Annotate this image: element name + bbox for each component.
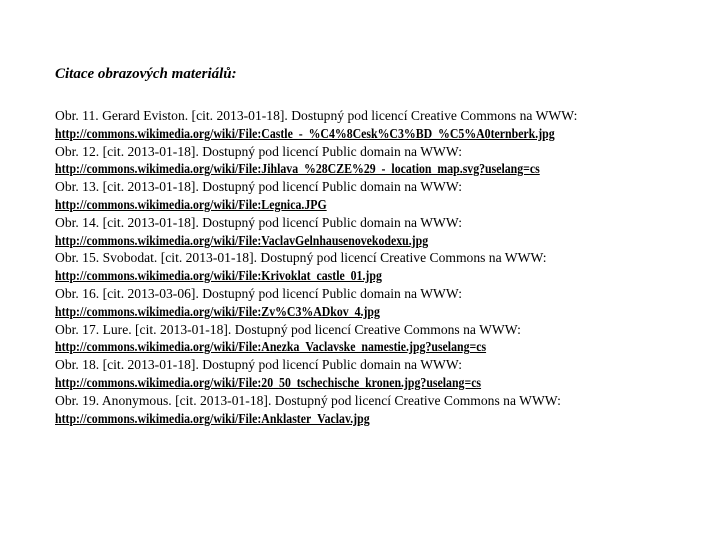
citation-text: Obr. 16. [cit. 2013-03-06]. Dostupný pod licencí Public domain na WWW: (55, 285, 462, 301)
citation-link[interactable]: http://commons.wikimedia.org/wiki/File:Zv%C3%ADkov_4.jpg (55, 303, 380, 319)
citation-link-item (55, 232, 695, 250)
citation-link-item (55, 267, 695, 285)
citation-link-item (55, 160, 695, 178)
citation-link-item (55, 196, 695, 214)
citation-text: Obr. 15. Svobodat. [cit. 2013-01-18]. Dostupný pod licencí Creative Commons na WWW: (55, 250, 547, 266)
citation-link[interactable]: http://commons.wikimedia.org/wiki/File:Anezka_Vaclavske_namestie.jpg?uselang=cs (55, 339, 487, 355)
citation-text: Obr. 19. Anonymous. [cit. 2013-01-18]. Dostupný pod licencí Creative Commons na WWW: (55, 392, 561, 408)
citation-link[interactable]: http://commons.wikimedia.org/wiki/File:Anklaster_Vaclav.jpg (55, 410, 370, 426)
citation-link[interactable]: http://commons.wikimedia.org/wiki/File:Krivoklat_castle_01.jpg (55, 268, 382, 284)
citation-text: Obr. 18. [cit. 2013-01-18]. Dostupný pod licencí Public domain na WWW: (55, 357, 462, 373)
citation-link-item (55, 374, 695, 392)
citation-text: Obr. 12. [cit. 2013-01-18]. Dostupný pod licencí Public domain na WWW: (55, 143, 462, 159)
citation-link[interactable]: http://commons.wikimedia.org/wiki/File:VaclavGelnhausenovekodexu.jpg (55, 232, 429, 248)
citation-link-item (55, 303, 695, 321)
citation-link-item (55, 338, 695, 356)
citation-link[interactable]: http://commons.wikimedia.org/wiki/File:20_50_tschechische_kronen.jpg?uselang=cs (55, 374, 482, 390)
citation-text: Obr. 17. Lure. [cit. 2013-01-18]. Dostupný pod licencí Creative Commons na WWW: (55, 321, 521, 337)
citation-text: Obr. 13. [cit. 2013-01-18]. Dostupný pod licencí Public domain na WWW: (55, 179, 462, 195)
citation-link[interactable]: http://commons.wikimedia.org/wiki/File:Legnica.JPG (55, 196, 327, 212)
citation-link-item (55, 410, 695, 428)
citation-link[interactable]: http://commons.wikimedia.org/wiki/File:Jihlava_%28CZE%29_-_location_map.svg?uselang=cs (55, 161, 540, 177)
slide-heading: Citace obrazových materiálů: (55, 66, 237, 82)
citation-text: Obr. 14. [cit. 2013-01-18]. Dostupný pod licencí Public domain na WWW: (55, 214, 462, 230)
citation-text: Obr. 11. Gerard Eviston. [cit. 2013-01-18]. Dostupný pod licencí Creative Commons na WWW: (55, 108, 578, 123)
citation-link-item (55, 125, 695, 143)
citation-link[interactable]: http://commons.wikimedia.org/wiki/File:Castle_-_%C4%8Cesk%C3%BD_%C5%A0ternberk.jpg (55, 125, 555, 141)
citation-list (55, 107, 695, 427)
